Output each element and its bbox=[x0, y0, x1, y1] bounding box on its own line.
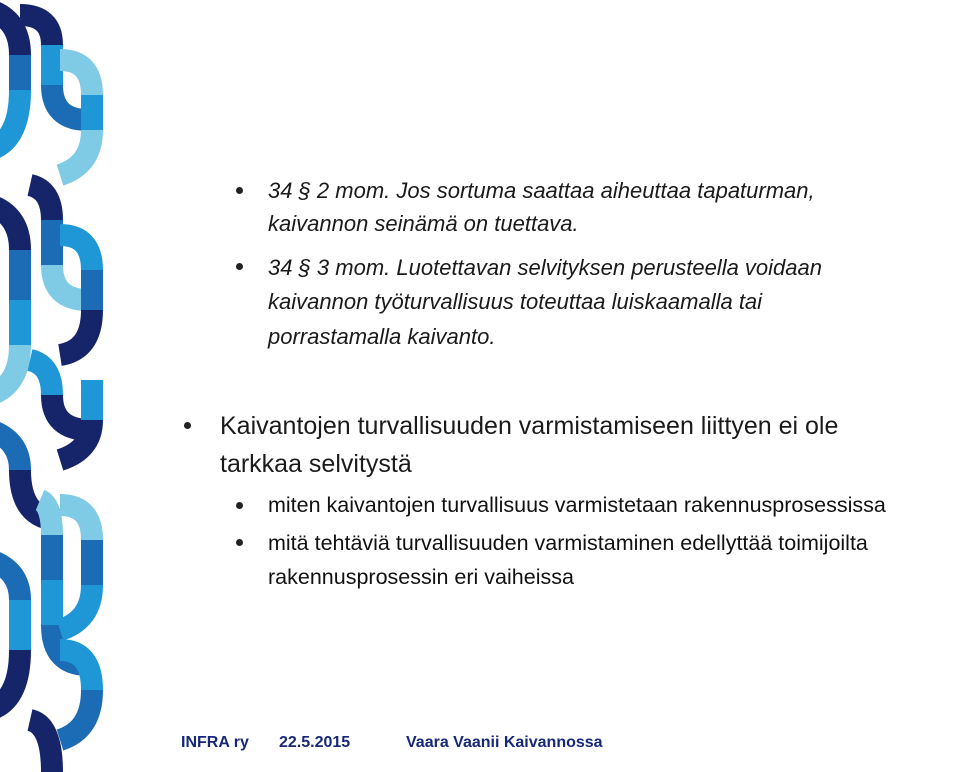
bullet-line: kaivannon työturvallisuus toteuttaa luiskaamalla tai bbox=[268, 289, 763, 314]
bullet-dot bbox=[236, 502, 243, 509]
bullet-line: 34 § 3 mom. Luotettavan selvityksen perusteella voidaan bbox=[268, 255, 822, 280]
bullet-line: rakennusprosessin eri vaiheissa bbox=[268, 565, 574, 589]
bullet-line: kaivannon seinämä on tuettava. bbox=[268, 211, 579, 236]
footer-title: Vaara Vaanii Kaivannossa bbox=[406, 734, 603, 751]
bullet-line: Kaivantojen turvallisuuden varmistamiseen liittyen ei ole bbox=[220, 412, 839, 440]
bullet-dot bbox=[236, 187, 243, 194]
bullet-line: porrastamalla kaivanto. bbox=[268, 324, 496, 349]
bullet-line: 34 § 2 mom. Jos sortuma saattaa aiheuttaa tapaturman, bbox=[268, 178, 815, 203]
footer-date: 22.5.2015 bbox=[279, 734, 351, 751]
footer-org: INFRA ry bbox=[181, 734, 249, 751]
bullet-dot bbox=[236, 539, 243, 546]
bullet-line: mitä tehtäviä turvallisuuden varmistaminen edellyttää toimijoilta bbox=[268, 531, 868, 555]
bullet-line: miten kaivantojen turvallisuus varmistetaan rakennusprosessissa bbox=[268, 493, 886, 517]
bullet-dot bbox=[184, 422, 191, 429]
bullet-dot bbox=[236, 263, 243, 270]
bullet-line: tarkkaa selvitystä bbox=[220, 450, 412, 478]
